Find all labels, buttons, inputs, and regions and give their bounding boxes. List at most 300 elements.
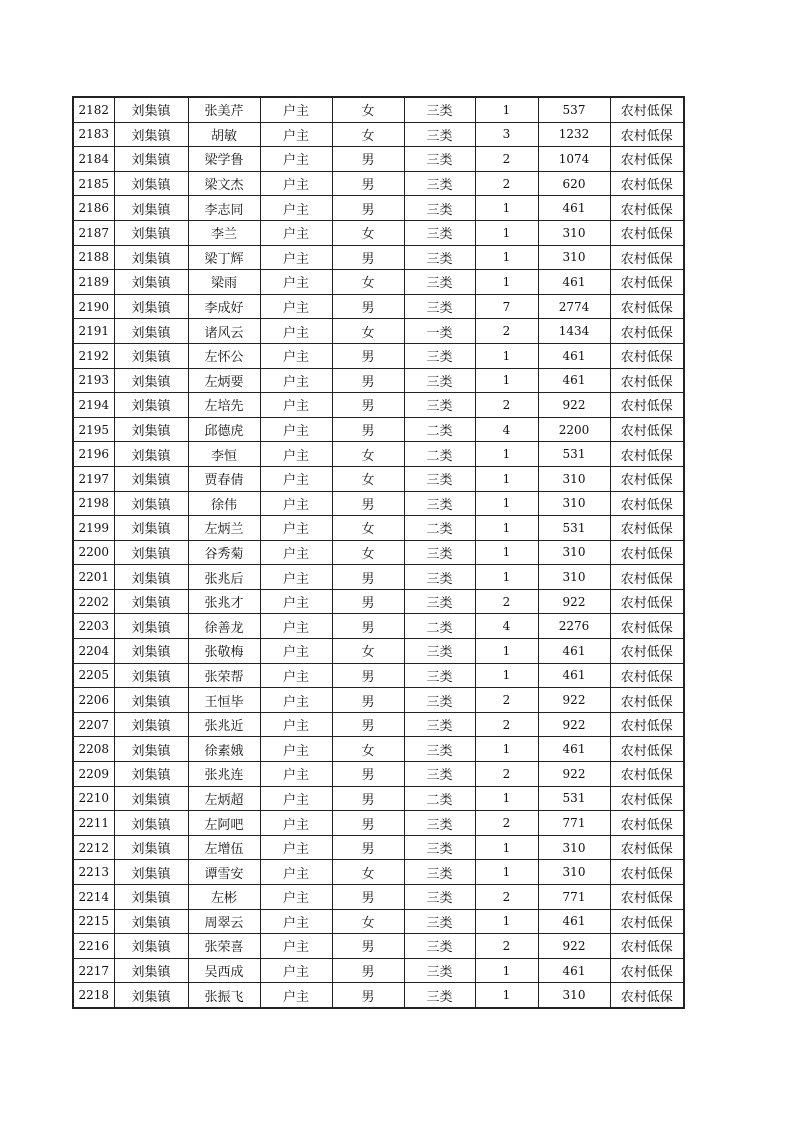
- relation-cell: 户主: [260, 491, 332, 516]
- row-number-cell: 2215: [73, 909, 114, 934]
- name-cell: 张美芹: [188, 97, 260, 122]
- gender-cell: 男: [332, 786, 404, 811]
- amount-cell: 1232: [538, 122, 610, 147]
- assistance-type-cell: 农村低保: [610, 909, 684, 934]
- amount-cell: 310: [538, 466, 610, 491]
- household-count-cell: 1: [475, 466, 538, 491]
- gender-cell: 男: [332, 393, 404, 418]
- relation-cell: 户主: [260, 466, 332, 491]
- household-count-cell: 1: [475, 540, 538, 565]
- gender-cell: 女: [332, 97, 404, 122]
- assistance-type-cell: 农村低保: [610, 196, 684, 221]
- relation-cell: 户主: [260, 319, 332, 344]
- amount-cell: 2774: [538, 294, 610, 319]
- amount-cell: 922: [538, 393, 610, 418]
- row-number-cell: 2216: [73, 934, 114, 959]
- row-number-cell: 2202: [73, 589, 114, 614]
- amount-cell: 531: [538, 442, 610, 467]
- category-cell: 二类: [404, 614, 475, 639]
- household-count-cell: 2: [475, 171, 538, 196]
- household-count-cell: 1: [475, 442, 538, 467]
- table-row: [73, 737, 684, 762]
- name-cell: 左炳超: [188, 786, 260, 811]
- table-row: [73, 368, 684, 393]
- category-cell: 三类: [404, 393, 475, 418]
- gender-cell: 男: [332, 762, 404, 787]
- name-cell: 左阿吧: [188, 811, 260, 836]
- assistance-type-cell: 农村低保: [610, 343, 684, 368]
- category-cell: 三类: [404, 885, 475, 910]
- amount-cell: 531: [538, 516, 610, 541]
- name-cell: 左炳要: [188, 368, 260, 393]
- table-row: [73, 663, 684, 688]
- assistance-type-cell: 农村低保: [610, 934, 684, 959]
- row-number-cell: 2193: [73, 368, 114, 393]
- town-cell: 刘集镇: [114, 958, 188, 983]
- name-cell: 张荣帮: [188, 663, 260, 688]
- relation-cell: 户主: [260, 688, 332, 713]
- gender-cell: 女: [332, 909, 404, 934]
- assistance-type-cell: 农村低保: [610, 270, 684, 295]
- assistance-type-cell: 农村低保: [610, 540, 684, 565]
- town-cell: 刘集镇: [114, 393, 188, 418]
- table-row: [73, 811, 684, 836]
- amount-cell: 2200: [538, 417, 610, 442]
- table-row: [73, 270, 684, 295]
- gender-cell: 男: [332, 343, 404, 368]
- gender-cell: 女: [332, 860, 404, 885]
- assistance-type-cell: 农村低保: [610, 491, 684, 516]
- household-count-cell: 3: [475, 122, 538, 147]
- amount-cell: 310: [538, 491, 610, 516]
- assistance-type-cell: 农村低保: [610, 417, 684, 442]
- household-count-cell: 1: [475, 835, 538, 860]
- category-cell: 二类: [404, 442, 475, 467]
- relation-cell: 户主: [260, 196, 332, 221]
- name-cell: 徐伟: [188, 491, 260, 516]
- household-count-cell: 2: [475, 319, 538, 344]
- gender-cell: 男: [332, 294, 404, 319]
- gender-cell: 男: [332, 589, 404, 614]
- amount-cell: 310: [538, 245, 610, 270]
- assistance-type-cell: 农村低保: [610, 294, 684, 319]
- gender-cell: 男: [332, 934, 404, 959]
- assistance-type-cell: 农村低保: [610, 762, 684, 787]
- name-cell: 左增伍: [188, 835, 260, 860]
- gender-cell: 男: [332, 171, 404, 196]
- category-cell: 二类: [404, 417, 475, 442]
- table-row: [73, 122, 684, 147]
- category-cell: 三类: [404, 737, 475, 762]
- relation-cell: 户主: [260, 270, 332, 295]
- relation-cell: 户主: [260, 786, 332, 811]
- row-number-cell: 2203: [73, 614, 114, 639]
- name-cell: 王恒毕: [188, 688, 260, 713]
- town-cell: 刘集镇: [114, 885, 188, 910]
- amount-cell: 922: [538, 589, 610, 614]
- assistance-type-cell: 农村低保: [610, 614, 684, 639]
- relation-cell: 户主: [260, 245, 332, 270]
- relation-cell: 户主: [260, 393, 332, 418]
- category-cell: 三类: [404, 196, 475, 221]
- row-number-cell: 2200: [73, 540, 114, 565]
- household-count-cell: 2: [475, 811, 538, 836]
- table-row: [73, 885, 684, 910]
- relation-cell: 户主: [260, 983, 332, 1008]
- gender-cell: 男: [332, 147, 404, 172]
- name-cell: 谷秀菊: [188, 540, 260, 565]
- category-cell: 三类: [404, 245, 475, 270]
- relation-cell: 户主: [260, 516, 332, 541]
- assistance-type-cell: 农村低保: [610, 122, 684, 147]
- name-cell: 梁文杰: [188, 171, 260, 196]
- assistance-type-cell: 农村低保: [610, 466, 684, 491]
- town-cell: 刘集镇: [114, 639, 188, 664]
- table-row: [73, 516, 684, 541]
- relation-cell: 户主: [260, 712, 332, 737]
- table-row: [73, 786, 684, 811]
- category-cell: 三类: [404, 97, 475, 122]
- category-cell: 三类: [404, 270, 475, 295]
- relation-cell: 户主: [260, 835, 332, 860]
- category-cell: 三类: [404, 565, 475, 590]
- town-cell: 刘集镇: [114, 171, 188, 196]
- category-cell: 三类: [404, 368, 475, 393]
- relation-cell: 户主: [260, 171, 332, 196]
- gender-cell: 男: [332, 885, 404, 910]
- assistance-type-cell: 农村低保: [610, 516, 684, 541]
- beneficiary-table: [72, 96, 685, 1009]
- household-count-cell: 1: [475, 565, 538, 590]
- household-count-cell: 1: [475, 343, 538, 368]
- assistance-type-cell: 农村低保: [610, 860, 684, 885]
- town-cell: 刘集镇: [114, 688, 188, 713]
- row-number-cell: 2201: [73, 565, 114, 590]
- row-number-cell: 2210: [73, 786, 114, 811]
- relation-cell: 户主: [260, 639, 332, 664]
- amount-cell: 461: [538, 737, 610, 762]
- category-cell: 三类: [404, 958, 475, 983]
- table-row: [73, 934, 684, 959]
- category-cell: 三类: [404, 762, 475, 787]
- gender-cell: 男: [332, 417, 404, 442]
- row-number-cell: 2187: [73, 220, 114, 245]
- relation-cell: 户主: [260, 811, 332, 836]
- gender-cell: 女: [332, 540, 404, 565]
- town-cell: 刘集镇: [114, 147, 188, 172]
- table-body: [73, 97, 684, 1008]
- town-cell: 刘集镇: [114, 860, 188, 885]
- relation-cell: 户主: [260, 343, 332, 368]
- relation-cell: 户主: [260, 565, 332, 590]
- household-count-cell: 2: [475, 147, 538, 172]
- town-cell: 刘集镇: [114, 270, 188, 295]
- name-cell: 李兰: [188, 220, 260, 245]
- amount-cell: 922: [538, 688, 610, 713]
- town-cell: 刘集镇: [114, 909, 188, 934]
- relation-cell: 户主: [260, 368, 332, 393]
- assistance-type-cell: 农村低保: [610, 442, 684, 467]
- gender-cell: 男: [332, 196, 404, 221]
- name-cell: 贾春倩: [188, 466, 260, 491]
- assistance-type-cell: 农村低保: [610, 368, 684, 393]
- town-cell: 刘集镇: [114, 614, 188, 639]
- household-count-cell: 1: [475, 245, 538, 270]
- town-cell: 刘集镇: [114, 934, 188, 959]
- table-row: [73, 171, 684, 196]
- category-cell: 三类: [404, 122, 475, 147]
- gender-cell: 男: [332, 811, 404, 836]
- town-cell: 刘集镇: [114, 196, 188, 221]
- table-row: [73, 319, 684, 344]
- table-row: [73, 909, 684, 934]
- town-cell: 刘集镇: [114, 565, 188, 590]
- assistance-type-cell: 农村低保: [610, 712, 684, 737]
- assistance-type-cell: 农村低保: [610, 639, 684, 664]
- row-number-cell: 2191: [73, 319, 114, 344]
- row-number-cell: 2192: [73, 343, 114, 368]
- amount-cell: 461: [538, 196, 610, 221]
- household-count-cell: 1: [475, 860, 538, 885]
- table-row: [73, 491, 684, 516]
- town-cell: 刘集镇: [114, 491, 188, 516]
- gender-cell: 男: [332, 688, 404, 713]
- assistance-type-cell: 农村低保: [610, 663, 684, 688]
- row-number-cell: 2186: [73, 196, 114, 221]
- amount-cell: 2276: [538, 614, 610, 639]
- category-cell: 三类: [404, 294, 475, 319]
- relation-cell: 户主: [260, 122, 332, 147]
- row-number-cell: 2182: [73, 97, 114, 122]
- name-cell: 周翠云: [188, 909, 260, 934]
- table-row: [73, 712, 684, 737]
- household-count-cell: 4: [475, 614, 538, 639]
- row-number-cell: 2204: [73, 639, 114, 664]
- assistance-type-cell: 农村低保: [610, 737, 684, 762]
- table-row: [73, 97, 684, 122]
- town-cell: 刘集镇: [114, 811, 188, 836]
- amount-cell: 461: [538, 343, 610, 368]
- town-cell: 刘集镇: [114, 737, 188, 762]
- name-cell: 李恒: [188, 442, 260, 467]
- table-row: [73, 614, 684, 639]
- amount-cell: 1074: [538, 147, 610, 172]
- town-cell: 刘集镇: [114, 516, 188, 541]
- row-number-cell: 2205: [73, 663, 114, 688]
- town-cell: 刘集镇: [114, 589, 188, 614]
- table-row: [73, 762, 684, 787]
- amount-cell: 771: [538, 811, 610, 836]
- row-number-cell: 2183: [73, 122, 114, 147]
- row-number-cell: 2185: [73, 171, 114, 196]
- name-cell: 左培先: [188, 393, 260, 418]
- table-row: [73, 688, 684, 713]
- table-row: [73, 983, 684, 1008]
- gender-cell: 男: [332, 983, 404, 1008]
- category-cell: 三类: [404, 983, 475, 1008]
- assistance-type-cell: 农村低保: [610, 835, 684, 860]
- category-cell: 三类: [404, 909, 475, 934]
- row-number-cell: 2213: [73, 860, 114, 885]
- name-cell: 张兆后: [188, 565, 260, 590]
- category-cell: 三类: [404, 835, 475, 860]
- row-number-cell: 2198: [73, 491, 114, 516]
- name-cell: 诸风云: [188, 319, 260, 344]
- amount-cell: 310: [538, 860, 610, 885]
- amount-cell: 461: [538, 909, 610, 934]
- category-cell: 三类: [404, 811, 475, 836]
- name-cell: 梁雨: [188, 270, 260, 295]
- gender-cell: 女: [332, 319, 404, 344]
- name-cell: 李成好: [188, 294, 260, 319]
- relation-cell: 户主: [260, 442, 332, 467]
- town-cell: 刘集镇: [114, 663, 188, 688]
- row-number-cell: 2196: [73, 442, 114, 467]
- relation-cell: 户主: [260, 294, 332, 319]
- category-cell: 三类: [404, 491, 475, 516]
- assistance-type-cell: 农村低保: [610, 958, 684, 983]
- household-count-cell: 1: [475, 663, 538, 688]
- table-row: [73, 589, 684, 614]
- category-cell: 三类: [404, 589, 475, 614]
- relation-cell: 户主: [260, 885, 332, 910]
- assistance-type-cell: 农村低保: [610, 811, 684, 836]
- row-number-cell: 2206: [73, 688, 114, 713]
- category-cell: 三类: [404, 171, 475, 196]
- town-cell: 刘集镇: [114, 466, 188, 491]
- assistance-type-cell: 农村低保: [610, 220, 684, 245]
- assistance-type-cell: 农村低保: [610, 393, 684, 418]
- household-count-cell: 1: [475, 516, 538, 541]
- amount-cell: 771: [538, 885, 610, 910]
- table-row: [73, 860, 684, 885]
- name-cell: 左怀公: [188, 343, 260, 368]
- household-count-cell: 4: [475, 417, 538, 442]
- relation-cell: 户主: [260, 540, 332, 565]
- name-cell: 谭雪安: [188, 860, 260, 885]
- row-number-cell: 2211: [73, 811, 114, 836]
- household-count-cell: 1: [475, 196, 538, 221]
- row-number-cell: 2199: [73, 516, 114, 541]
- relation-cell: 户主: [260, 417, 332, 442]
- town-cell: 刘集镇: [114, 835, 188, 860]
- assistance-type-cell: 农村低保: [610, 786, 684, 811]
- gender-cell: 男: [332, 245, 404, 270]
- name-cell: 邱德虎: [188, 417, 260, 442]
- town-cell: 刘集镇: [114, 294, 188, 319]
- town-cell: 刘集镇: [114, 122, 188, 147]
- amount-cell: 310: [538, 540, 610, 565]
- amount-cell: 310: [538, 220, 610, 245]
- household-count-cell: 2: [475, 393, 538, 418]
- name-cell: 左彬: [188, 885, 260, 910]
- name-cell: 梁学鲁: [188, 147, 260, 172]
- name-cell: 张兆近: [188, 712, 260, 737]
- gender-cell: 女: [332, 639, 404, 664]
- household-count-cell: 1: [475, 97, 538, 122]
- town-cell: 刘集镇: [114, 712, 188, 737]
- relation-cell: 户主: [260, 663, 332, 688]
- name-cell: 张兆连: [188, 762, 260, 787]
- table-row: [73, 442, 684, 467]
- gender-cell: 女: [332, 737, 404, 762]
- category-cell: 三类: [404, 663, 475, 688]
- household-count-cell: 2: [475, 589, 538, 614]
- household-count-cell: 1: [475, 491, 538, 516]
- name-cell: 徐素娥: [188, 737, 260, 762]
- assistance-type-cell: 农村低保: [610, 565, 684, 590]
- table-row: [73, 958, 684, 983]
- category-cell: 三类: [404, 934, 475, 959]
- table-row: [73, 639, 684, 664]
- town-cell: 刘集镇: [114, 417, 188, 442]
- gender-cell: 男: [332, 835, 404, 860]
- table-row: [73, 417, 684, 442]
- amount-cell: 922: [538, 762, 610, 787]
- gender-cell: 男: [332, 712, 404, 737]
- gender-cell: 女: [332, 442, 404, 467]
- category-cell: 一类: [404, 319, 475, 344]
- category-cell: 三类: [404, 343, 475, 368]
- gender-cell: 女: [332, 122, 404, 147]
- category-cell: 三类: [404, 147, 475, 172]
- name-cell: 梁丁辉: [188, 245, 260, 270]
- town-cell: 刘集镇: [114, 762, 188, 787]
- name-cell: 张兆才: [188, 589, 260, 614]
- assistance-type-cell: 农村低保: [610, 147, 684, 172]
- relation-cell: 户主: [260, 958, 332, 983]
- table-row: [73, 343, 684, 368]
- row-number-cell: 2217: [73, 958, 114, 983]
- town-cell: 刘集镇: [114, 97, 188, 122]
- household-count-cell: 1: [475, 368, 538, 393]
- assistance-type-cell: 农村低保: [610, 885, 684, 910]
- gender-cell: 女: [332, 270, 404, 295]
- category-cell: 三类: [404, 466, 475, 491]
- row-number-cell: 2218: [73, 983, 114, 1008]
- row-number-cell: 2189: [73, 270, 114, 295]
- household-count-cell: 2: [475, 688, 538, 713]
- household-count-cell: 1: [475, 909, 538, 934]
- assistance-type-cell: 农村低保: [610, 319, 684, 344]
- gender-cell: 男: [332, 368, 404, 393]
- household-count-cell: 2: [475, 885, 538, 910]
- amount-cell: 461: [538, 270, 610, 295]
- amount-cell: 461: [538, 958, 610, 983]
- row-number-cell: 2184: [73, 147, 114, 172]
- gender-cell: 男: [332, 663, 404, 688]
- category-cell: 三类: [404, 639, 475, 664]
- amount-cell: 310: [538, 565, 610, 590]
- name-cell: 胡敏: [188, 122, 260, 147]
- row-number-cell: 2214: [73, 885, 114, 910]
- amount-cell: 537: [538, 97, 610, 122]
- row-number-cell: 2207: [73, 712, 114, 737]
- household-count-cell: 1: [475, 786, 538, 811]
- town-cell: 刘集镇: [114, 319, 188, 344]
- gender-cell: 男: [332, 614, 404, 639]
- row-number-cell: 2209: [73, 762, 114, 787]
- gender-cell: 男: [332, 958, 404, 983]
- town-cell: 刘集镇: [114, 343, 188, 368]
- relation-cell: 户主: [260, 737, 332, 762]
- relation-cell: 户主: [260, 614, 332, 639]
- category-cell: 三类: [404, 220, 475, 245]
- household-count-cell: 2: [475, 712, 538, 737]
- assistance-type-cell: 农村低保: [610, 97, 684, 122]
- assistance-type-cell: 农村低保: [610, 589, 684, 614]
- town-cell: 刘集镇: [114, 220, 188, 245]
